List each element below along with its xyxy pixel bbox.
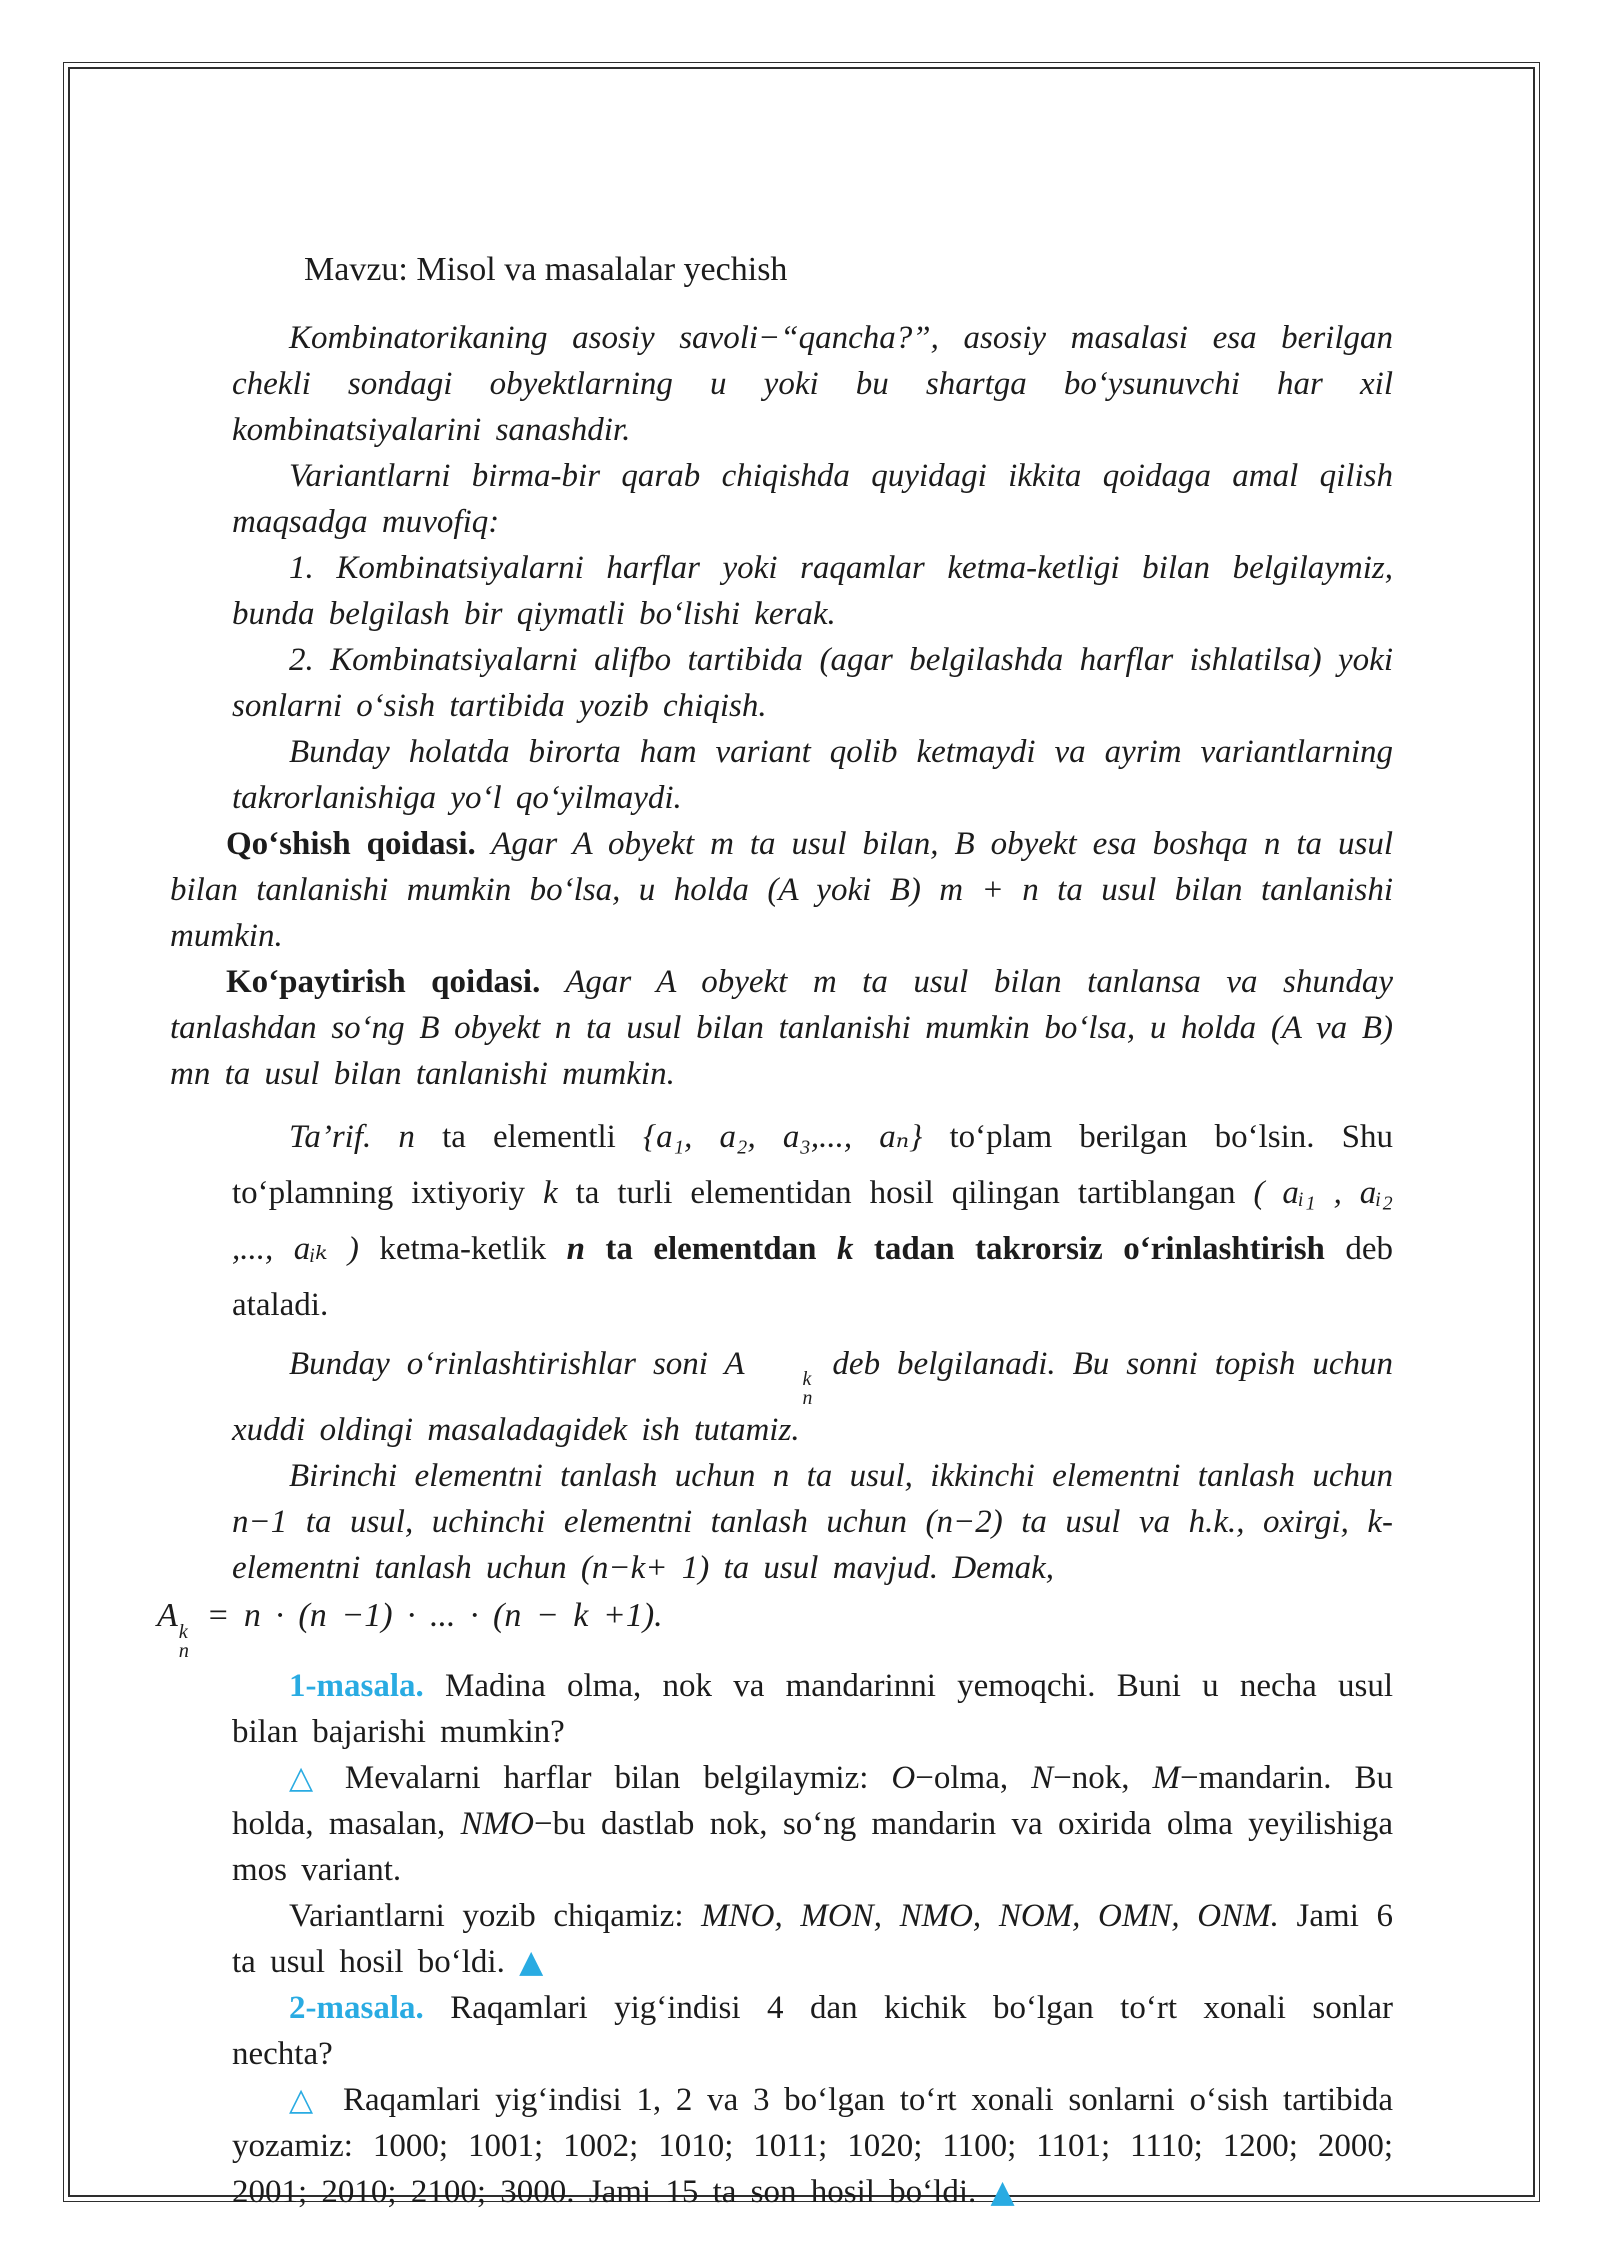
paragraph-intro-1: Kombinatorikaning asosiy savoli−“qancha?”, asosiy masalasi esa berilgan chekli sondagi obyektlarning u yoki bu shartga bo‘ysunuvchi har xil kombinatsiyalarini sanashdir. — [232, 320, 1393, 448]
text-run: −bu dastlab nok, so‘ng mandarin va oxirida olma yeyilishiga mos variant. — [232, 1806, 1393, 1889]
variants-list: MNO, MON, NMO, NOM, OMN, ONM. — [701, 1898, 1279, 1935]
symbol-superscript: k — [802, 1367, 812, 1390]
variable-n-bold: n — [566, 1231, 585, 1267]
addition-rule-heading: Qo‘shish qoidasi. — [226, 826, 476, 862]
paragraph-rule-1: 1. Kombinatsiyalarni harflar yoki raqamlar ketma-ketligi bilan belgilaymiz, bunda belgilash bir qiymatli bo‘lishi kerak. — [232, 550, 1393, 632]
bold-term: tadan takrorsiz o‘rinlashtirish — [853, 1231, 1325, 1267]
solution-start-triangle-icon: △ — [289, 2082, 314, 2119]
solution-start-triangle-icon: △ — [289, 1760, 322, 1797]
paragraph-problem2-solution — [232, 2077, 1393, 2215]
paragraph-permutation-count — [232, 1341, 1393, 1453]
bold-term: ta elementdan — [584, 1231, 837, 1267]
paragraph-intro-2: Variantlarni birma-bir qarab chiqishda quyidagi ikkita qoidaga amal qilish maqsadga muvofiq: — [232, 458, 1393, 540]
text-run: ketma-ketlik — [379, 1231, 547, 1267]
definition-term: Ta’rif. — [289, 1119, 372, 1155]
symbol-subscript: n — [178, 1640, 189, 1663]
permutation-formula — [157, 1593, 1393, 1661]
variant-NMO: NMO — [460, 1806, 534, 1843]
set-notation: {a₁, a₂, a₃,..., aₙ} — [642, 1119, 923, 1155]
formula-symbol-indices — [178, 1620, 189, 1663]
text-run: −mandarin. Bu holda, masalan, — [232, 1760, 1393, 1843]
problem2-statement: Raqamlari yig‘indisi 4 dan kichik bo‘lgan to‘rt xonali sonlar nechta? — [232, 1990, 1393, 2073]
text-run: ta elementli — [442, 1119, 616, 1155]
text-run: Bunday o‘rinlashtirishlar soni — [289, 1346, 708, 1382]
problem1-label: 1-masala. — [289, 1668, 424, 1705]
page-title: Mavzu: Misol va masalalar yechish — [304, 251, 788, 288]
multiplication-rule-body: Agar A obyekt m ta usul bilan tanlansa va shunday tanlashdan so‘ng B obyekt n ta usul bilan tanlanishi mumkin bo‘lsa, u holda (A va B) mn ta usul bilan tanlanishi mumkin. — [170, 964, 1393, 1092]
paragraph-problem2 — [232, 1985, 1393, 2077]
text-run: to‘plam berilgan bo‘lsin. Shu to‘plamning ixtiyoriy — [232, 1119, 1394, 1211]
variable-k: k — [542, 1175, 558, 1211]
text-run: Jami 6 ta usul hosil bo‘ldi. — [232, 1898, 1394, 1981]
paragraph-problem1-solution — [232, 1755, 1393, 1893]
text-run: ta turli elementidan hosil qilingan tartiblangan — [575, 1175, 1236, 1211]
text-run: deb belgilanadi. Bu sonni topish uchun xuddi oldingi masaladagidek ish tutamiz. — [232, 1346, 1394, 1449]
problem2-label: 2-masala. — [289, 1990, 424, 2027]
letter-M: M — [1152, 1760, 1180, 1797]
solution-end-triangle-icon: ▲ — [519, 1944, 544, 1981]
paragraph-choice-steps: Birinchi elementni tanlash uchun n ta usul, ikkinchi elementni tanlash uchun n−1 ta usul, uchinchi elementni tanlash uchun (n−2) ta usul va h.k., oxirgi, k- elementni tanlash uchun (n−k+ 1) ta usul mavjud. Demak, — [232, 1458, 1393, 1587]
permutation-symbol-indices — [746, 1367, 813, 1409]
page-content — [70, 69, 1533, 2245]
paragraph-problem1 — [232, 1663, 1393, 1755]
addition-rule-body: Agar A obyekt m ta usul bilan, B obyekt esa boshqa n ta usul bilan tanlanishi mumkin bo‘lsa, u holda (A yoki B) m + n ta usul bilan tanlanishi mumkin. — [170, 826, 1393, 954]
text-run: Mevalarni harflar bilan belgilaymiz: — [344, 1760, 892, 1797]
text-run: Raqamlari yig‘indisi 1, 2 va 3 bo‘lgan to‘rt xonali sonlarni o‘sish tartibida yozamiz: 1000; 1001; 1002; 1010; 1011; 1020; 1100; 1101; 1110; 1200; 2000; 2001; 2010; 2100; 3000. Jami 15 ta son hosil bo‘ldi. — [232, 2082, 1393, 2211]
paragraph-multiplication-rule — [170, 959, 1393, 1097]
symbol-subscript: n — [802, 1386, 813, 1409]
paragraph-addition-rule — [170, 821, 1393, 959]
variable-k-bold: k — [836, 1231, 854, 1267]
tuple-notation: ( aᵢ₁ , aᵢ₂ ,..., aᵢₖ ) — [232, 1175, 1394, 1267]
problem1-statement: Madina olma, nok va mandarinni yemoqchi. Buni u necha usul bilan bajarishi mumkin? — [232, 1668, 1393, 1751]
variable-n: n — [398, 1119, 415, 1155]
formula-rhs: = n · (n −1) · ... · (n − k +1). — [191, 1597, 663, 1635]
letter-N: N — [1031, 1760, 1054, 1797]
text-run: Variantlarni yozib chiqamiz: — [289, 1898, 702, 1935]
symbol-superscript: k — [178, 1620, 188, 1643]
formula-symbol-base: A — [157, 1597, 178, 1635]
bold-term — [837, 1231, 854, 1267]
text-run: −nok, — [1053, 1760, 1153, 1797]
paragraph-rule-2: 2. Kombinatsiyalarni alifbo tartibida (agar belgilashda harflar ishlatilsa) yoki sonlarni o‘sish tartibida yozib chiqish. — [232, 642, 1393, 724]
text-run: deb ataladi. — [232, 1231, 1394, 1323]
multiplication-rule-heading: Ko‘paytirish qoidasi. — [226, 964, 541, 1000]
bold-term — [567, 1231, 585, 1267]
paragraph-note: Bunday holatda birorta ham variant qolib ketmaydi va ayrim variantlarning takrorlanishiga yo‘l qo‘yilmaydi. — [232, 734, 1393, 816]
paragraph-problem1-variants — [232, 1893, 1393, 1985]
solution-end-triangle-icon: ▲ — [990, 2174, 1015, 2211]
text-run: −olma, — [915, 1760, 1032, 1797]
permutation-symbol-base: A — [724, 1346, 745, 1382]
letter-O: O — [891, 1760, 916, 1797]
page-border — [63, 62, 1540, 2211]
page-border-inner — [68, 67, 1535, 2211]
paragraph-definition — [232, 1109, 1393, 1333]
